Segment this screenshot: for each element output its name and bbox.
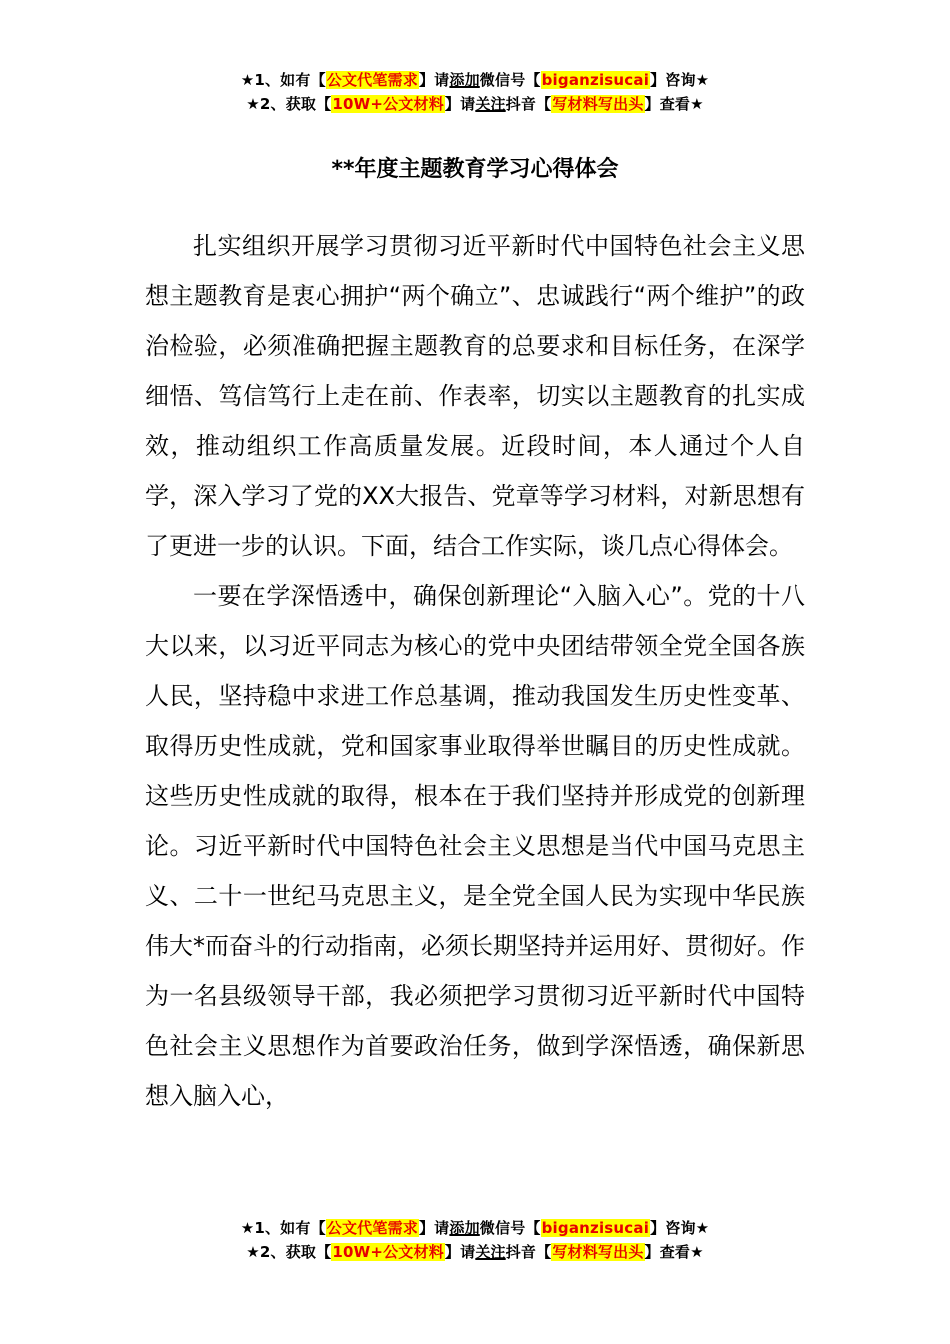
footer-promo-line-2 — [0, 1240, 950, 1264]
promo-text: 】查看★ — [644, 95, 704, 113]
promo-text: 】请 — [444, 95, 476, 113]
promo-wechat-id: biganzisucai — [541, 71, 650, 89]
promo-emphasis: 添加 — [449, 71, 480, 89]
document-title: **年度主题教育学习心得体会 — [331, 157, 619, 182]
promo-highlight: 公文代笔需求 — [326, 1219, 418, 1237]
paragraph-intro: 扎实组织开展学习贯彻习近平新时代中国特色社会主义思想主题教育是衷心拥护“两个确立”、忠诚践行“两个维护”的政治检验，必须准确把握主题教育的总要求和目标任务，在深学细悟、笃信笃行上走在前、作表率，切实以主题教育的扎实成效，推动组织工作高质量发展。近段时间，本人通过个人自学，深入学习了党的XX大报告、党章等学习材料，对新思想有了更进一步的认识。下面，结合工作实际，谈几点心得体会。 — [145, 232, 805, 560]
promo-douyin-id: 写材料写出头 — [552, 1243, 644, 1261]
promo-text: 微信号【 — [479, 71, 541, 89]
promo-text: 】咨询★ — [650, 71, 710, 89]
promo-text: 】请 — [444, 1243, 476, 1261]
footer-promo-line-1 — [0, 1216, 950, 1240]
paragraph-point-one: 一要在学深悟透中，确保创新理论“入脑入心”。党的十八大以来，以习近平同志为核心的党中央团结带领全党全国各族人民，坚持稳中求进工作总基调，推动我国发生历史性变革、取得历史性成就，党和国家事业取得举世瞩目的历史性成就。这些历史性成就的取得，根本在于我们坚持并形成党的创新理论。习近平新时代中国特色社会主义思想是当代中国马克思主义、二十一世纪马克思主义，是全党全国人民为实现中华民族伟大*而奋斗的行动指南，必须长期坚持并运用好、贯彻好。作为一名县级领导干部，我必须把学习贯彻习近平新时代中国特色社会主义思想作为首要政治任务，做到学深悟透，确保新思想入脑入心， — [145, 582, 805, 1110]
promo-highlight: 10W+公文材料 — [332, 1243, 444, 1261]
promo-douyin-id: 写材料写出头 — [552, 95, 644, 113]
promo-text: 】咨询★ — [650, 1219, 710, 1237]
promo-emphasis: 添加 — [449, 1219, 480, 1237]
promo-text: ★2、获取【 — [246, 1243, 332, 1261]
promo-text: 抖音【 — [505, 1243, 552, 1261]
promo-highlight: 10W+公文材料 — [332, 95, 444, 113]
header-promo-line-1 — [0, 68, 950, 92]
promo-text: 抖音【 — [505, 95, 552, 113]
promo-highlight: 公文代笔需求 — [326, 71, 418, 89]
promo-text: 】请 — [418, 1219, 450, 1237]
promo-wechat-id: biganzisucai — [541, 1219, 650, 1237]
promo-text: 】查看★ — [644, 1243, 704, 1261]
document-body — [145, 221, 805, 1121]
promo-emphasis: 关注 — [475, 1243, 506, 1261]
promo-text: ★1、如有【 — [240, 71, 326, 89]
promo-text: 】请 — [418, 71, 450, 89]
promo-text: ★2、获取【 — [246, 95, 332, 113]
promo-emphasis: 关注 — [475, 95, 506, 113]
footer-promo — [0, 1216, 950, 1264]
header-promo-line-2 — [0, 92, 950, 116]
header-promo — [0, 68, 950, 116]
promo-text: 微信号【 — [479, 1219, 541, 1237]
promo-text: ★1、如有【 — [240, 1219, 326, 1237]
